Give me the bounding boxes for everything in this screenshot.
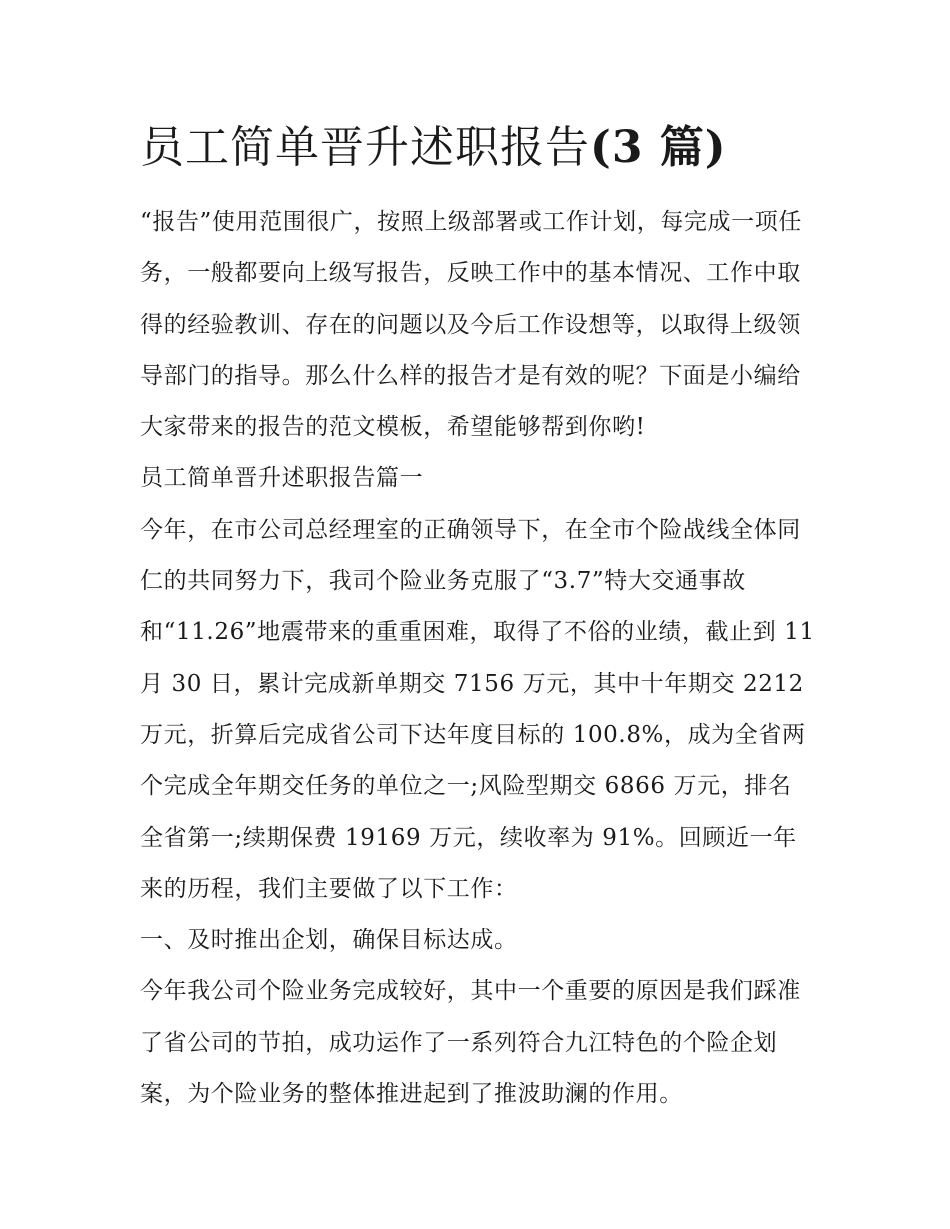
title-count: (3 篇) xyxy=(590,122,727,173)
body-paragraph: 今年，在市公司总经理室的正确领导下，在全市个险战线全体同仁的共同努力下，我司个险业务克服了“3.7”特大交通事故和“11.26”地震带来的重重困难，取得了不俗的业绩，截止到 11 月 30 日，累计完成新单期交 7156 万元，其中十年期交 2212 万元，折算后完成省公司下达年度目标的 100.8%，成为全省两个完成全年期交任务的单位之一;风险型期交 6866 万元，排名全省第一;续期保费 19169 万元，续收率为 91%。回顾近一年来的历程，我们主要做了以下工作： xyxy=(140,516,815,902)
section-heading: 员工简单晋升述职报告篇一 xyxy=(140,465,424,492)
intro-paragraph: “报告”使用范围很广，按照上级部署或工作计划，每完成一项任务，一般都要向上级写报告，反映工作中的基本情况、工作中取得的经验教训、存在的问题以及今后工作设想等，以取得上级领导部门的指导。那么什么样的报告才是有效的呢？下面是小编给大家带来的报告的范文模板，希望能够帮到你哟! xyxy=(140,209,802,441)
body-paragraph: 今年我公司个险业务完成较好，其中一个重要的原因是我们踩准了省公司的节拍，成功运作了一系列符合九江特色的个险企划案，为个险业务的整体推进起到了推波助澜的作用。 xyxy=(140,978,801,1108)
document-body xyxy=(140,197,815,1120)
document-title xyxy=(140,118,840,178)
title-text: 员工简单晋升述职报告 xyxy=(140,122,590,173)
subsection-heading: 一、及时推出企划，确保目标达成。 xyxy=(140,927,518,954)
